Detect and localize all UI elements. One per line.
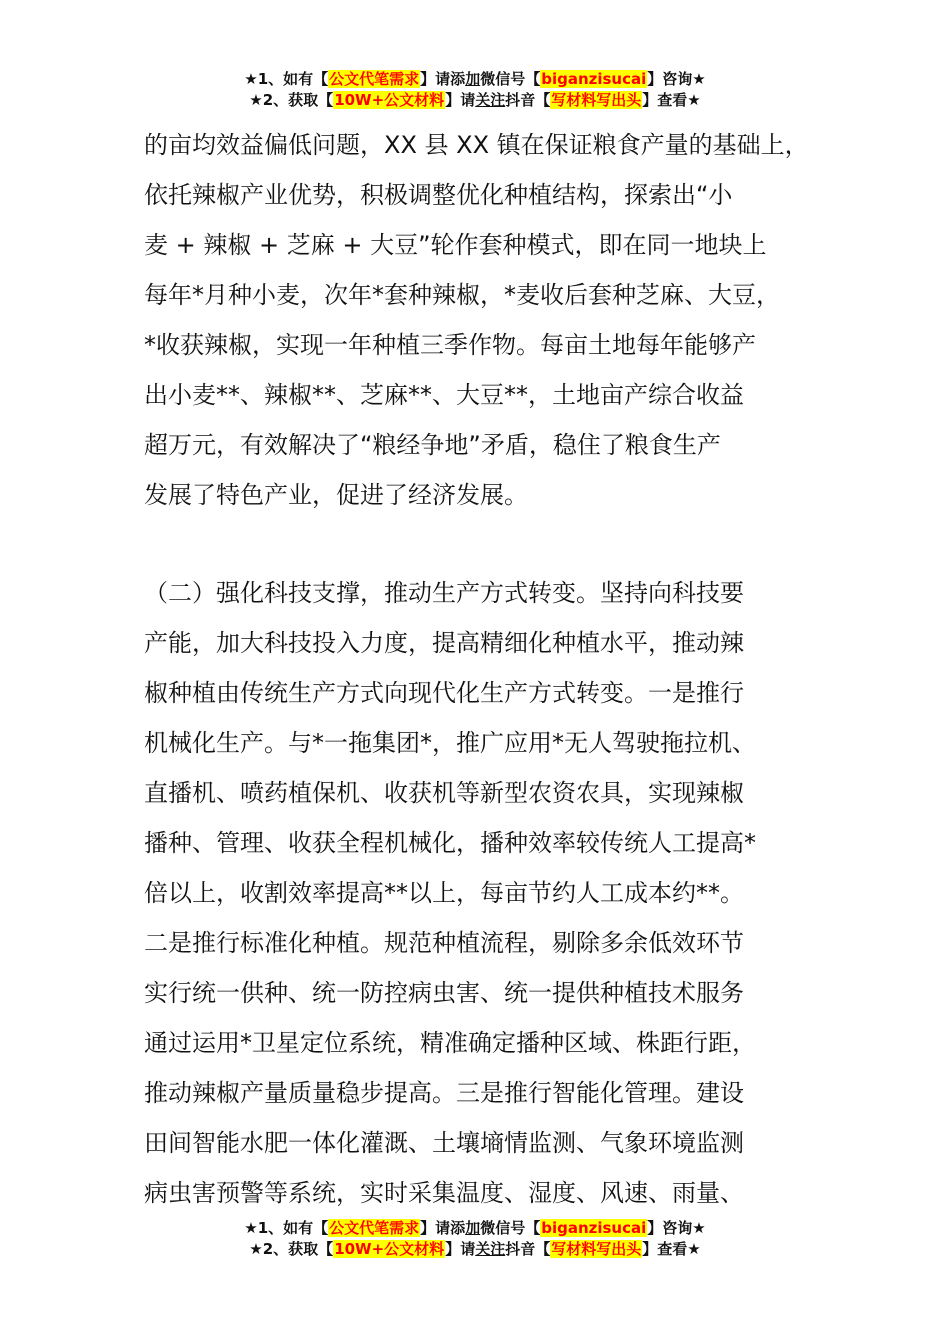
banner-emphasis: 加 xyxy=(465,70,481,88)
banner-text: 】咨询★ xyxy=(647,70,706,88)
paragraph-line: 实行统一供种、统一防控病虫害、统一提供种植技术服务 xyxy=(144,979,744,1007)
highlight-service: 公文代笔需求 xyxy=(329,70,420,88)
banner-line-1 xyxy=(0,69,950,90)
paragraph-line: 田间智能水肥一体化灌溉、土壤墒情监测、气象环境监测 xyxy=(144,1129,744,1157)
paragraph-line: 推动辣椒产量质量稳步提高。三是推行智能化管理。建设 xyxy=(144,1079,744,1107)
banner-emphasis: 关注 xyxy=(475,1240,506,1258)
paragraph-line: 依托辣椒产业优势，积极调整优化种植结构，探索出“小 xyxy=(144,181,733,209)
paragraph-line: 倍以上，收割效率提高**以上，每亩节约人工成本约**。 xyxy=(144,879,744,907)
highlight-douyin-account: 写材料写出头 xyxy=(551,91,642,109)
banner-text: 】请添 xyxy=(420,70,466,88)
banner-line-2 xyxy=(0,90,950,111)
document-paragraph-1 xyxy=(144,120,834,520)
section-heading-line: （二）强化科技支撑，推动生产方式转变。坚持向科技要 xyxy=(144,579,744,607)
paragraph-line: 麦 + 辣椒 + 芝麻 + 大豆”轮作套种模式，即在同一地块上 xyxy=(144,231,767,259)
banner-text: 抖音【 xyxy=(505,91,551,109)
paragraph-line: 机械化生产。与*一拖集团*，推广应用*无人驾驶拖拉机、 xyxy=(144,729,756,757)
paragraph-line: 通过运用*卫星定位系统，精准确定播种区域、株距行距， xyxy=(144,1029,756,1057)
banner-text: 】查看★ xyxy=(642,1240,701,1258)
footer-banner xyxy=(0,1218,950,1260)
banner-text: ★1、如有【 xyxy=(244,1219,329,1237)
paragraph-line: 二是推行标准化种植。规范种植流程，剔除多余低效环节 xyxy=(144,929,744,957)
paragraph-line: 直播机、喷药植保机、收获机等新型农资农具，实现辣椒 xyxy=(144,779,744,807)
paragraph-line: 椒种植由传统生产方式向现代化生产方式转变。一是推行 xyxy=(144,679,744,707)
banner-text: 微信号【 xyxy=(480,1219,541,1237)
banner-line-2 xyxy=(0,1239,950,1260)
banner-text: ★2、获取【 xyxy=(249,1240,334,1258)
highlight-materials: 10W+公文材料 xyxy=(334,1240,445,1258)
highlight-wechat-id: biganzisucai xyxy=(541,1219,647,1237)
paragraph-line: 发展了特色产业，促进了经济发展。 xyxy=(144,481,528,509)
banner-emphasis: 关注 xyxy=(475,91,506,109)
banner-text: 】请添 xyxy=(420,1219,466,1237)
banner-emphasis: 加 xyxy=(465,1219,481,1237)
banner-text: 抖音【 xyxy=(505,1240,551,1258)
paragraph-line: 超万元，有效解决了“粮经争地”矛盾，稳住了粮食生产 xyxy=(144,431,721,459)
banner-text: 】咨询★ xyxy=(647,1219,706,1237)
banner-text: 】查看★ xyxy=(642,91,701,109)
paragraph-line: *收获辣椒，实现一年种植三季作物。每亩土地每年能够产 xyxy=(144,331,756,359)
banner-text: ★1、如有【 xyxy=(244,70,329,88)
banner-line-1 xyxy=(0,1218,950,1239)
banner-text: ★2、获取【 xyxy=(249,91,334,109)
highlight-materials: 10W+公文材料 xyxy=(334,91,445,109)
banner-text: 微信号【 xyxy=(480,70,541,88)
paragraph-line: 播种、管理、收获全程机械化，播种效率较传统人工提高* xyxy=(144,829,756,857)
highlight-wechat-id: biganzisucai xyxy=(541,70,647,88)
header-banner xyxy=(0,69,950,111)
paragraph-line: 每年*月种小麦，次年*套种辣椒，*麦收后套种芝麻、大豆， xyxy=(144,281,780,309)
highlight-service: 公文代笔需求 xyxy=(329,1219,420,1237)
paragraph-line: 的亩均效益偏低问题，XX 县 XX 镇在保证粮食产量的基础上， xyxy=(144,131,809,159)
banner-text: 】请 xyxy=(445,91,476,109)
paragraph-line: 病虫害预警等系统，实时采集温度、湿度、风速、雨量、 xyxy=(144,1179,744,1207)
document-paragraph-2 xyxy=(144,568,834,1218)
highlight-douyin-account: 写材料写出头 xyxy=(551,1240,642,1258)
paragraph-line: 出小麦**、辣椒**、芝麻**、大豆**，土地亩产综合收益 xyxy=(144,381,744,409)
banner-text: 】请 xyxy=(445,1240,476,1258)
paragraph-line: 产能，加大科技投入力度，提高精细化种植水平，推动辣 xyxy=(144,629,744,657)
